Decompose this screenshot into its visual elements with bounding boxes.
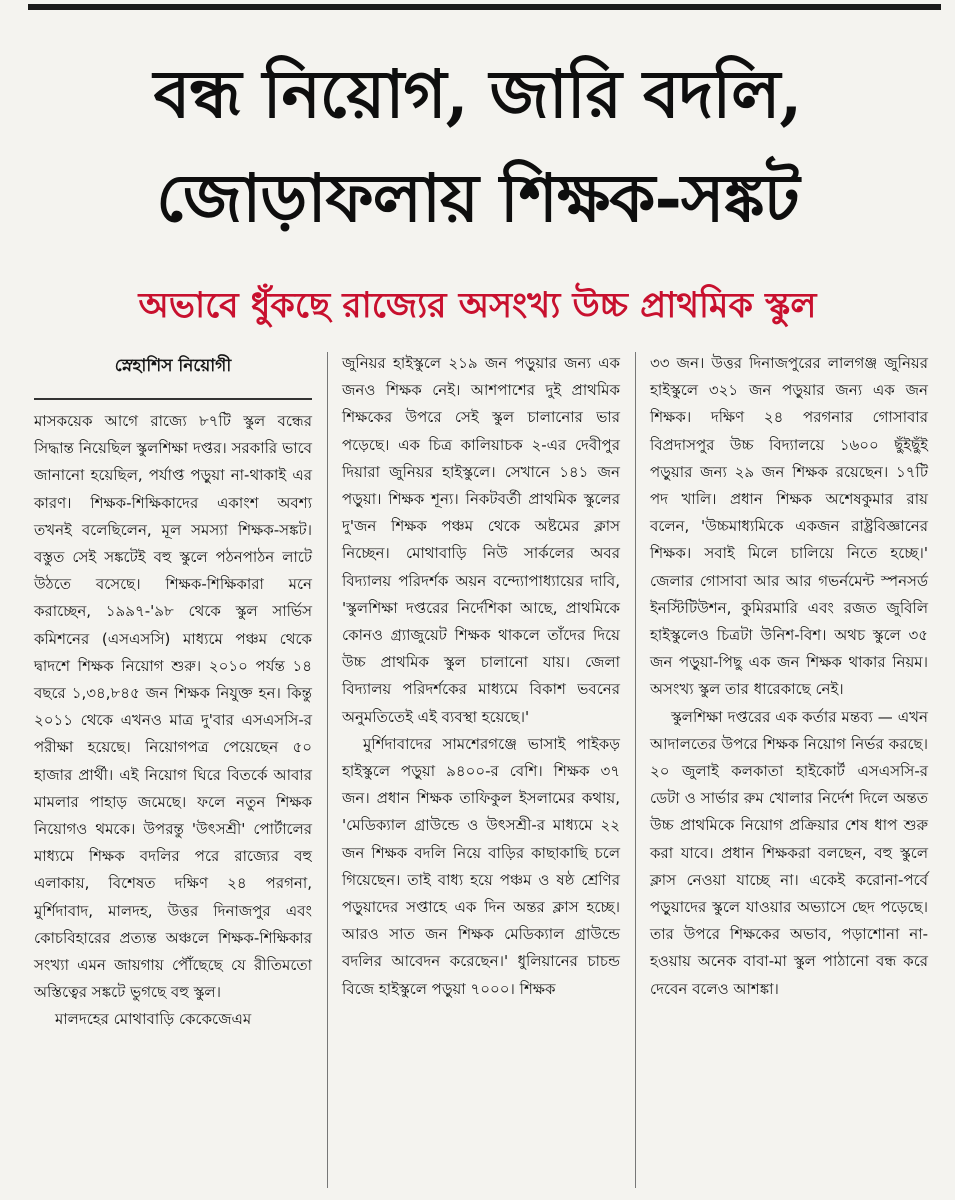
paragraph: জুনিয়র হাইস্কুলে ২১৯ জন পড়ুয়ার জন্য এক জনও শিক্ষক নেই। আশপাশের দুই প্রাথমিক শিক্ষকের উপরে সেই স্কুল চালানোর ভার পড়েছে। এক চিত্র কালিয়াচক ২-এর দেবীপুর দিয়ারা জুনিয়র হাইস্কুলে। সেখানে ১৪১ জন পড়ুয়া। শিক্ষক শূন্য। নিকটবর্তী প্রাথমিক স্কুলের দু'জন শিক্ষক পঞ্চম থেকে অষ্টমের ক্লাস নিচ্ছেন। মোথাবাড়ি নিউ সার্কলের অবর বিদ্যালয় পরিদর্শক অয়ন বন্দ্যোপাধ্যায়ের দাবি, 'স্কুলশিক্ষা দপ্তরের নির্দেশিকা আছে, প্রাথমিকে কোনও গ্র্যাজুয়েট শিক্ষক থাকলে তাঁদের দিয়ে উচ্চ প্রাথমিক স্কুল চালানো যায়। জেলা বিদ্যালয় পরিদর্শকের মাধ্যমে বিকাশ ভবনের অনুমতিতেই এই ব্যবস্থা হয়েছে।' [342,354,620,726]
subheadline: অভাবে ধুঁকছে রাজ্যের অসংখ্য উচ্চ প্রাথমিক স্কুল [138,285,817,326]
headline-line-1: বন্ধ নিয়োগ, জারি বদলি, [153,55,802,133]
paragraph: ৩৩ জন। উত্তর দিনাজপুরের লালগঞ্জ জুনিয়র হাইস্কুলে ৩২১ জন পড়ুয়ার জন্য এক জন শিক্ষক। দক্ষিণ ২৪ পরগনার গোসাবার বিপ্রদাসপুর উচ্চ বিদ্যালয়ে ১৬০০ ছুঁইছুঁই পড়ুয়ার জন্য ২৯ জন শিক্ষক রয়েছেন। ১৭টি পদ খালি। প্রধান শিক্ষক অশেষকুমার রায় বলেন, 'উচ্চমাধ্যমিকে একজন রাষ্ট্রবিজ্ঞানের শিক্ষক। সবাই মিলে চালিয়ে নিতে হচ্ছে।' জেলার গোসাবা আর আর গভর্নমেন্ট স্পনসর্ড ইনস্টিটিউশন, কুমিরমারি এবং রজত জুবিলি হাইস্কুলেও চিত্রটা উনিশ-বিশ। অথচ স্কুলে ৩৫ জন পড়ুয়া-পিছু এক জন শিক্ষক থাকার নিয়ম। অসংখ্য স্কুল তার ধারেকাছে নেই। [650,354,928,699]
paragraph: স্কুলশিক্ষা দপ্তরের এক কর্তার মন্তব্য — এখন আদালতের উপরে শিক্ষক নিয়োগ নির্ভর করছে। ২০ জুলাই কলকাতা হাইকোর্ট এসএসসি-র ডেটা ও সার্ভার রুম খোলার নির্দেশ দিলে অন্তত উচ্চ প্রাথমিকে নিয়োগ প্রক্রিয়ার শেষ ধাপ শুরু করা যাবে। প্রধান শিক্ষকরা বলছেন, বহু স্কুলে ক্লাস নেওয়া যাচ্ছে না। একেই করোনা-পর্বে পড়ুয়াদের স্কুলে যাওয়ার অভ্যাসে ছেদ পড়েছে। তার উপরে শিক্ষকের অভাব, পড়াশোনা না-হওয়ায় অনেক বাবা-মা স্কুল পাঠানো বন্ধ করে দেবেন বলেও আশঙ্কা। [650,707,928,998]
paragraph: মাসকয়েক আগে রাজ্যে ৮৭টি স্কুল বন্ধের সিদ্ধান্ত নিয়েছিল স্কুলশিক্ষা দপ্তর। সরকারি ভাবে জানানো হয়েছিল, পর্যাপ্ত পড়ুয়া না-থাকাই এর কারণ। শিক্ষক-শিক্ষিকাদের একাংশ অবশ্য তখনই বলেছিলেন, মূল সমস্যা শিক্ষক-সঙ্কট। বস্তুত সেই সঙ্কটেই বহু স্কুলে পঠনপাঠন লাটে উঠতে বসেছে। শিক্ষক-শিক্ষিকারা মনে করাচ্ছেন, ১৯৯৭-'৯৮ থেকে স্কুল সার্ভিস কমিশনের (এসএসসি) মাধ্যমে পঞ্চম থেকে দ্বাদশে শিক্ষক নিয়োগ শুরু। ২০১০ পর্যন্ত ১৪ বছরে ১,৩৪,৮৪৫ জন শিক্ষক নিযুক্ত হন। কিন্তু ২০১১ থেকে এখনও মাত্র দু'বার এসএসসি-র পরীক্ষা হয়েছে। নিয়োগপত্র পেয়েছেন ৫০ হাজার প্রার্থী। এই নিয়োগ ঘিরে বিতর্কে আবার মামলার পাহাড় জমেছে। ফলে নতুন শিক্ষক নিয়োগও থমকে। উপরন্তু 'উৎসশ্রী' পোর্টালের মাধ্যমে শিক্ষক বদলির পরে রাজ্যের বহু এলাকায়, বিশেষত দক্ষিণ ২৪ পরগনা, মুর্শিদাবাদ, মালদহ, উত্তর দিনাজপুর এবং কোচবিহারের প্রত্যন্ত অঞ্চলে শিক্ষক-শিক্ষিকার সংখ্যা এমন জায়গায় পৌঁছেছে যে রীতিমতো অস্তিত্বের সঙ্কটে ভুগছে বহু স্কুল। [34,412,312,1002]
byline: স্নেহাশিস নিয়োগী [34,350,312,400]
headline [0,42,955,250]
article-column-2 [342,350,620,1003]
article-column-3 [650,350,928,1003]
headline-line-2: জোড়াফলায় শিক্ষক-সঙ্কট [156,159,799,237]
column-divider-1 [327,352,328,1188]
top-rule [28,4,941,10]
column-divider-2 [635,352,636,1188]
article-column-1 [34,350,312,1034]
paragraph: মুর্শিদাবাদের সামশেরগঞ্জে ভাসাই পাইকড় হাইস্কুলে পড়ুয়া ৯৪০০-র বেশি। শিক্ষক ৩৭ জন। প্রধান শিক্ষক তাফিকুল ইসলামের কথায়, 'মেডিক্যাল গ্রাউন্ডে ও উৎসশ্রী-র মাধ্যমে ২২ জন শিক্ষক বদলি নিয়ে বাড়ির কাছাকাছি চলে গিয়েছেন। তাই বাধ্য হয়ে পঞ্চম ও ষষ্ঠ শ্রেণির পড়ুয়াদের সপ্তাহে এক দিন অন্তর ক্লাস হচ্ছে। আরও সাত জন শিক্ষক মেডিক্যাল গ্রাউন্ডে বদলির আবেদন করেছেন।' ধুলিয়ানের চাচন্ড বিজে হাইস্কুলে পড়ুয়া ৭০০০। শিক্ষক [342,734,620,998]
paragraph: মালদহের মোথাবাড়ি কেকেজেএম [55,1010,252,1029]
